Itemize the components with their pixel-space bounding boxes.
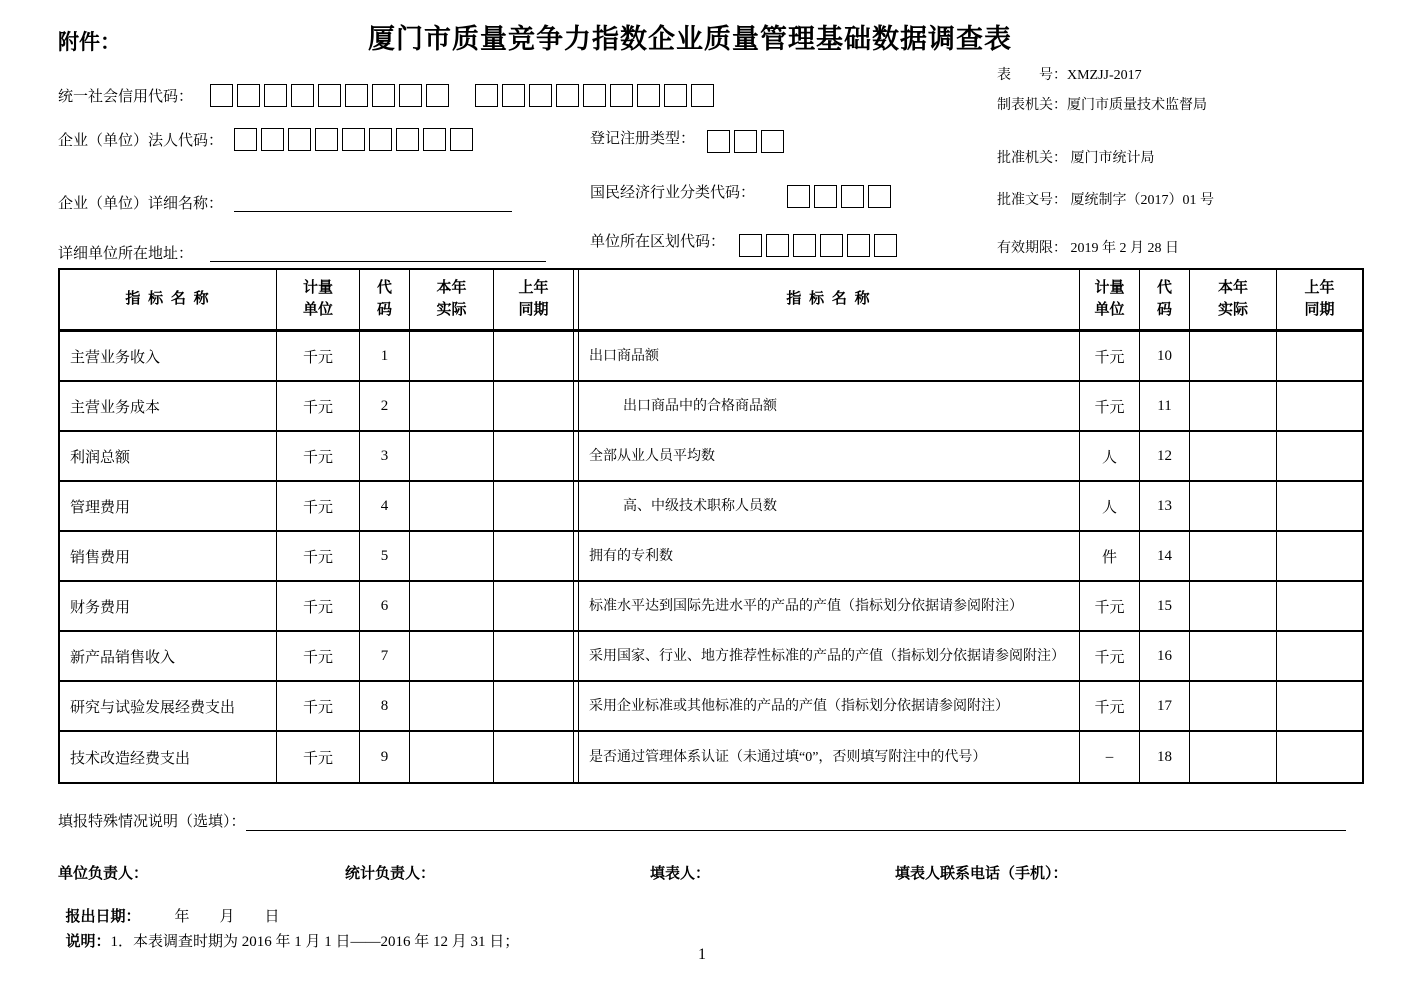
current-year-value-cell[interactable] xyxy=(410,482,494,532)
code-cell: 1 xyxy=(360,332,410,382)
code-box[interactable] xyxy=(583,84,606,107)
indicator-name-cell: 高、中级技术职称人员数 xyxy=(579,482,1080,532)
industry-code-boxes xyxy=(787,185,895,208)
code-box[interactable] xyxy=(261,128,284,151)
column-header-last-year xyxy=(494,270,574,332)
code-box[interactable] xyxy=(475,84,498,107)
header-line: 本年 xyxy=(1217,279,1248,296)
code-box[interactable] xyxy=(637,84,660,107)
header-line: 上年 xyxy=(1304,279,1335,296)
unit-cell: 千元 xyxy=(1080,582,1140,632)
code-cell: 15 xyxy=(1140,582,1190,632)
indicator-name-cell: 采用企业标准或其他标准的产品的产值（指标划分依据请参阅附注） xyxy=(579,682,1080,732)
attachment-label: 附件： xyxy=(58,30,121,54)
code-box[interactable] xyxy=(345,84,368,107)
unit-cell: – xyxy=(1080,732,1140,782)
unit-cell: 千元 xyxy=(277,532,360,582)
indicator-name-cell: 出口商品中的合格商品额 xyxy=(579,382,1080,432)
last-year-value-cell[interactable] xyxy=(1277,332,1362,382)
code-box[interactable] xyxy=(793,234,816,257)
unit-cell: 千元 xyxy=(1080,632,1140,682)
header-line: 本年 xyxy=(436,279,467,296)
code-box[interactable] xyxy=(234,128,257,151)
address-row xyxy=(58,242,546,263)
current-year-value-cell[interactable] xyxy=(1190,432,1277,482)
indicator-name-cell: 主营业务收入 xyxy=(60,332,277,382)
validity-line xyxy=(997,237,1179,257)
header-line: 计量 xyxy=(302,279,333,296)
header-line: 实际 xyxy=(436,301,467,318)
current-year-value-cell[interactable] xyxy=(1190,482,1277,532)
indicator-name-cell: 采用国家、行业、地方推荐性标准的产品的产值（指标划分依据请参阅附注） xyxy=(579,632,1080,682)
last-year-value-cell[interactable] xyxy=(1277,582,1362,632)
current-year-value-cell[interactable] xyxy=(410,632,494,682)
form-number-line xyxy=(997,64,1142,84)
special-note-label: 填报特殊情况说明（选填）： xyxy=(58,814,246,830)
header-line: 同期 xyxy=(518,301,549,318)
indicator-table xyxy=(58,268,1364,784)
legal-code-boxes xyxy=(234,128,477,151)
code-box[interactable] xyxy=(874,234,897,257)
filler-phone-label: 填表人联系电话（手机）： xyxy=(895,866,1068,882)
code-cell: 11 xyxy=(1140,382,1190,432)
legal-code-row xyxy=(58,128,477,151)
current-year-value-cell[interactable] xyxy=(410,732,494,782)
code-box[interactable] xyxy=(814,185,837,208)
code-box[interactable] xyxy=(739,234,762,257)
code-box[interactable] xyxy=(423,128,446,151)
code-box[interactable] xyxy=(315,128,338,151)
district-code-row xyxy=(590,224,901,257)
indicator-name-cell: 主营业务成本 xyxy=(60,382,277,432)
current-year-value-cell[interactable] xyxy=(1190,582,1277,632)
code-box[interactable] xyxy=(734,130,757,153)
code-cell: 6 xyxy=(360,582,410,632)
last-year-value-cell[interactable] xyxy=(494,632,574,682)
code-box[interactable] xyxy=(396,128,419,151)
code-cell: 7 xyxy=(360,632,410,682)
code-cell: 16 xyxy=(1140,632,1190,682)
industry-code-label: 国民经济行业分类代码： xyxy=(590,185,756,201)
issuing-agency-line xyxy=(997,94,1207,114)
company-name-input-line[interactable] xyxy=(234,193,512,212)
header-line: 上年 xyxy=(518,279,549,296)
current-year-value-cell[interactable] xyxy=(410,382,494,432)
code-box[interactable] xyxy=(502,84,525,107)
unit-cell: 人 xyxy=(1080,482,1140,532)
report-date-blanks: 年 月 日 xyxy=(174,909,280,925)
header-line: 单位 xyxy=(1094,301,1125,318)
header-line: 码 xyxy=(1156,301,1172,318)
form-filler-label: 填表人： xyxy=(650,866,711,882)
statistics-head-label: 统计负责人： xyxy=(345,866,436,882)
header-line: 代 xyxy=(376,279,392,296)
unit-cell: 千元 xyxy=(277,682,360,732)
district-code-label: 单位所在区划代码： xyxy=(590,234,726,250)
column-header-code xyxy=(360,270,410,332)
indicator-name-cell: 销售费用 xyxy=(60,532,277,582)
code-box[interactable] xyxy=(610,84,633,107)
current-year-value-cell[interactable] xyxy=(1190,682,1277,732)
current-year-value-cell[interactable] xyxy=(1190,632,1277,682)
company-name-label: 企业（单位）详细名称： xyxy=(58,196,224,212)
code-box[interactable] xyxy=(847,234,870,257)
code-box[interactable] xyxy=(372,84,395,107)
last-year-value-cell[interactable] xyxy=(1277,682,1362,732)
last-year-value-cell[interactable] xyxy=(1277,632,1362,682)
code-box[interactable] xyxy=(342,128,365,151)
last-year-value-cell[interactable] xyxy=(1277,432,1362,482)
current-year-value-cell[interactable] xyxy=(410,682,494,732)
header-line: 同期 xyxy=(1304,301,1335,318)
approval-doc-line xyxy=(997,189,1214,209)
approval-doc-label: 批准文号： xyxy=(997,193,1067,208)
last-year-value-cell[interactable] xyxy=(494,682,574,732)
code-box[interactable] xyxy=(264,84,287,107)
code-box[interactable] xyxy=(529,84,552,107)
unit-cell: 千元 xyxy=(277,632,360,682)
column-header-unit xyxy=(1080,270,1140,332)
legal-code-label: 企业（单位）法人代码： xyxy=(58,133,224,149)
company-name-row xyxy=(58,192,512,213)
code-box[interactable] xyxy=(399,84,422,107)
approval-agency-line xyxy=(997,147,1155,167)
validity-value: 2019 年 2 月 28 日 xyxy=(1067,241,1179,256)
code-cell: 17 xyxy=(1140,682,1190,732)
code-box[interactable] xyxy=(291,84,314,107)
code-cell: 14 xyxy=(1140,532,1190,582)
indicator-name-cell: 出口商品额 xyxy=(579,332,1080,382)
column-header-indicator-name: 指 标 名 称 xyxy=(60,270,277,332)
special-note-row xyxy=(58,810,1346,831)
credit-code-row xyxy=(58,84,718,107)
special-note-input-line[interactable] xyxy=(246,811,1346,831)
header-line: 码 xyxy=(376,301,392,318)
current-year-value-cell[interactable] xyxy=(1190,332,1277,382)
code-cell: 8 xyxy=(360,682,410,732)
code-cell: 9 xyxy=(360,732,410,782)
code-box[interactable] xyxy=(426,84,449,107)
last-year-value-cell[interactable] xyxy=(494,432,574,482)
address-label: 详细单位所在地址： xyxy=(58,246,194,262)
indicator-name-cell: 管理费用 xyxy=(60,482,277,532)
credit-code-boxes-group2 xyxy=(475,84,718,107)
credit-code-label: 统一社会信用代码： xyxy=(58,89,194,105)
code-cell: 12 xyxy=(1140,432,1190,482)
registration-type-boxes xyxy=(707,130,788,153)
indicator-name-cell: 利润总额 xyxy=(60,432,277,482)
indicator-name-cell: 拥有的专利数 xyxy=(579,532,1080,582)
address-input-line[interactable] xyxy=(210,243,546,262)
code-box[interactable] xyxy=(820,234,843,257)
current-year-value-cell[interactable] xyxy=(1190,732,1277,782)
column-header-current-year xyxy=(410,270,494,332)
indicator-name-cell: 标准水平达到国际先进水平的产品的产值（指标划分依据请参阅附注） xyxy=(579,582,1080,632)
header-line: 计量 xyxy=(1094,279,1125,296)
last-year-value-cell[interactable] xyxy=(494,582,574,632)
current-year-value-cell[interactable] xyxy=(410,432,494,482)
unit-cell: 千元 xyxy=(277,432,360,482)
code-box[interactable] xyxy=(761,130,784,153)
code-box[interactable] xyxy=(868,185,891,208)
code-box[interactable] xyxy=(556,84,579,107)
code-box[interactable] xyxy=(841,185,864,208)
last-year-value-cell[interactable] xyxy=(494,732,574,782)
last-year-value-cell[interactable] xyxy=(494,532,574,582)
code-box[interactable] xyxy=(707,130,730,153)
header-line: 代 xyxy=(1156,279,1172,296)
form-number-value: XMZJJ-2017 xyxy=(1067,68,1142,83)
code-box[interactable] xyxy=(664,84,687,107)
last-year-value-cell[interactable] xyxy=(494,332,574,382)
current-year-value-cell[interactable] xyxy=(1190,532,1277,582)
last-year-value-cell[interactable] xyxy=(494,382,574,432)
current-year-value-cell[interactable] xyxy=(1190,382,1277,432)
registration-type-row xyxy=(590,122,788,153)
header-line: 单位 xyxy=(302,301,333,318)
industry-code-row xyxy=(590,175,895,208)
page-title: 厦门市质量竞争力指数企业质量管理基础数据调查表 xyxy=(368,24,1012,54)
credit-code-boxes-group1 xyxy=(210,84,453,107)
last-year-value-cell[interactable] xyxy=(1277,382,1362,432)
code-box[interactable] xyxy=(369,128,392,151)
current-year-value-cell[interactable] xyxy=(410,532,494,582)
indicator-name-cell: 全部从业人员平均数 xyxy=(579,432,1080,482)
current-year-value-cell[interactable] xyxy=(410,582,494,632)
code-cell: 10 xyxy=(1140,332,1190,382)
unit-cell: 千元 xyxy=(1080,682,1140,732)
unit-cell: 千元 xyxy=(277,732,360,782)
page-number: 1 xyxy=(698,946,706,963)
issuing-agency-label: 制表机关： xyxy=(997,98,1067,113)
unit-cell: 千元 xyxy=(1080,332,1140,382)
unit-cell: 千元 xyxy=(277,482,360,532)
issuing-agency-value: 厦门市质量技术监督局 xyxy=(1067,98,1207,113)
unit-head-label: 单位负责人： xyxy=(58,866,149,882)
code-box[interactable] xyxy=(691,84,714,107)
current-year-value-cell[interactable] xyxy=(410,332,494,382)
last-year-value-cell[interactable] xyxy=(1277,732,1362,782)
unit-cell: 件 xyxy=(1080,532,1140,582)
indicator-name-cell: 财务费用 xyxy=(60,582,277,632)
code-box[interactable] xyxy=(766,234,789,257)
unit-cell: 千元 xyxy=(277,382,360,432)
code-box[interactable] xyxy=(288,128,311,151)
approval-agency-label: 批准机关： xyxy=(997,151,1067,166)
indicator-name-cell: 研究与试验发展经费支出 xyxy=(60,682,277,732)
last-year-value-cell[interactable] xyxy=(494,482,574,532)
unit-cell: 千元 xyxy=(277,332,360,382)
last-year-value-cell[interactable] xyxy=(1277,482,1362,532)
approval-doc-value: 厦统制字（2017）01 号 xyxy=(1067,193,1214,208)
unit-cell: 千元 xyxy=(277,582,360,632)
code-cell: 13 xyxy=(1140,482,1190,532)
unit-cell: 千元 xyxy=(1080,382,1140,432)
unit-cell: 人 xyxy=(1080,432,1140,482)
note-text: 1．本表调查时期为 2016 年 1 月 1 日——2016 年 12 月 31 日； xyxy=(110,934,520,950)
registration-type-label: 登记注册类型： xyxy=(590,131,696,147)
column-header-code xyxy=(1140,270,1190,332)
code-cell: 3 xyxy=(360,432,410,482)
code-box[interactable] xyxy=(450,128,473,151)
code-cell: 4 xyxy=(360,482,410,532)
code-cell: 18 xyxy=(1140,732,1190,782)
district-code-boxes xyxy=(739,234,901,257)
code-box[interactable] xyxy=(237,84,260,107)
note-label: 说明： xyxy=(65,934,111,950)
last-year-value-cell[interactable] xyxy=(1277,532,1362,582)
header-line: 实际 xyxy=(1217,301,1248,318)
indicator-name-cell: 技术改造经费支出 xyxy=(60,732,277,782)
column-header-indicator-name: 指 标 名 称 xyxy=(579,270,1080,332)
code-box[interactable] xyxy=(787,185,810,208)
code-box[interactable] xyxy=(318,84,341,107)
approval-agency-value: 厦门市统计局 xyxy=(1067,151,1155,166)
report-date-label: 报出日期： xyxy=(65,909,141,925)
column-header-last-year xyxy=(1277,270,1362,332)
validity-label: 有效期限： xyxy=(997,241,1067,256)
code-box[interactable] xyxy=(210,84,233,107)
indicator-name-cell: 是否通过管理体系认证（未通过填“0”，否则填写附注中的代号） xyxy=(579,732,1080,782)
indicator-name-cell: 新产品销售收入 xyxy=(60,632,277,682)
column-header-current-year xyxy=(1190,270,1277,332)
form-number-label: 表 号： xyxy=(997,68,1067,83)
code-cell: 2 xyxy=(360,382,410,432)
column-header-unit xyxy=(277,270,360,332)
code-cell: 5 xyxy=(360,532,410,582)
